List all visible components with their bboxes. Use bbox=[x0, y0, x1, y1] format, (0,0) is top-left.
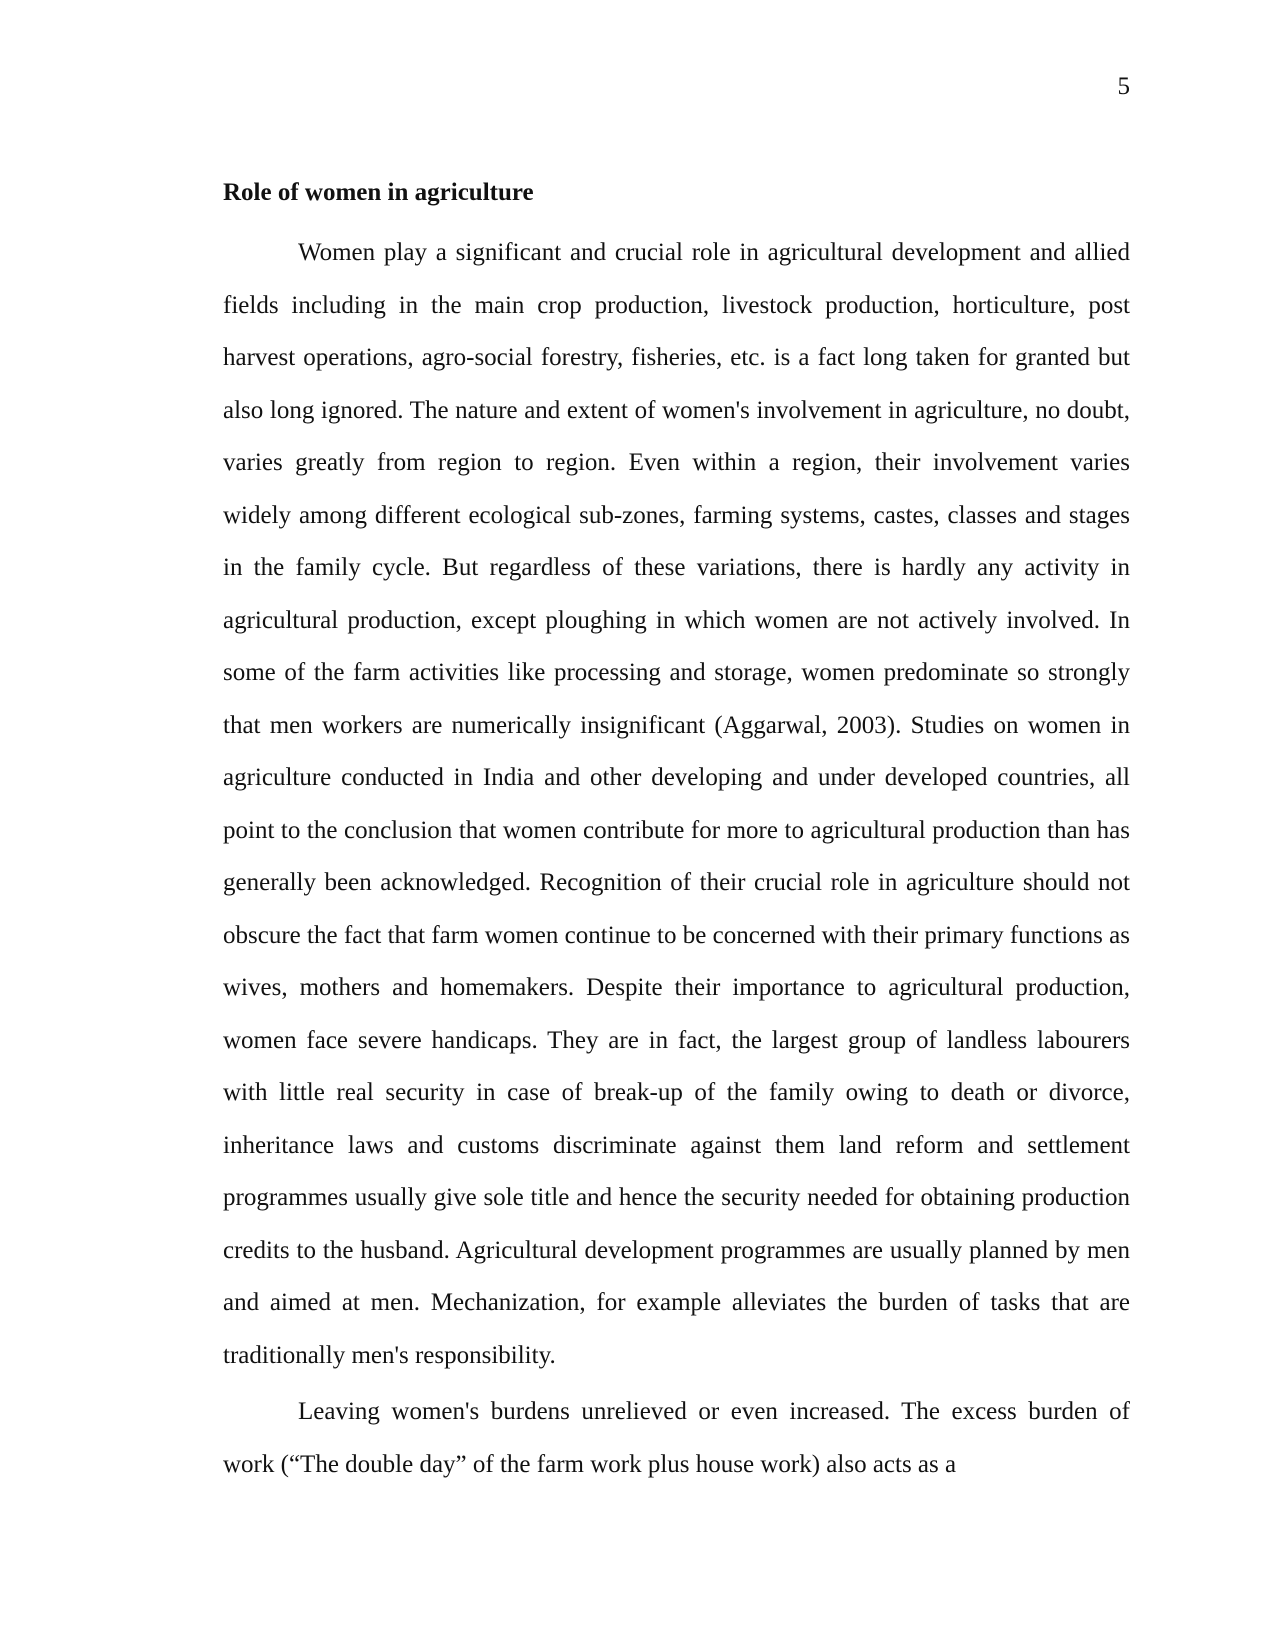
document-body bbox=[223, 178, 1130, 1491]
body-paragraph: Women play a significant and crucial role in agricultural development and allied fields including in the main crop production, livestock production, horticulture, post harvest operations, agro-social forestry, fisheries, etc. is a fact long taken for granted but also long ignored. The nature and extent of women's involvement in agriculture, no doubt, varies greatly from region to region. Even within a region, their involvement varies widely among different ecological sub-zones, farming systems, castes, classes and stages in the family cycle. But regardless of these variations, there is hardly any activity in agricultural production, except ploughing in which women are not actively involved. In some of the farm activities like processing and storage, women predominate so strongly that men workers are numerically insignificant (Aggarwal, 2003). Studies on women in agriculture conducted in India and other developing and under developed countries, all point to the conclusion that women contribute for more to agricultural production than has generally been acknowledged. Recognition of their crucial role in agriculture should not obscure the fact that farm women continue to be concerned with their primary functions as wives, mothers and homemakers. Despite their importance to agricultural production, women face severe handicaps. They are in fact, the largest group of landless labourers with little real security in case of break-up of the family owing to death or divorce, inheritance laws and customs discriminate against them land reform and settlement programmes usually give sole title and hence the security needed for obtaining production credits to the husband. Agricultural development programmes are usually planned by men and aimed at men. Mechanization, for example alleviates the burden of tasks that are traditionally men's responsibility. bbox=[223, 239, 1130, 1369]
page-number: 5 bbox=[1117, 73, 1130, 100]
body-paragraph: Leaving women's burdens unrelieved or even increased. The excess burden of work (“The double day” of the farm work plus house work) also acts as a bbox=[223, 1398, 1130, 1478]
section-heading: Role of women in agriculture bbox=[223, 179, 534, 206]
